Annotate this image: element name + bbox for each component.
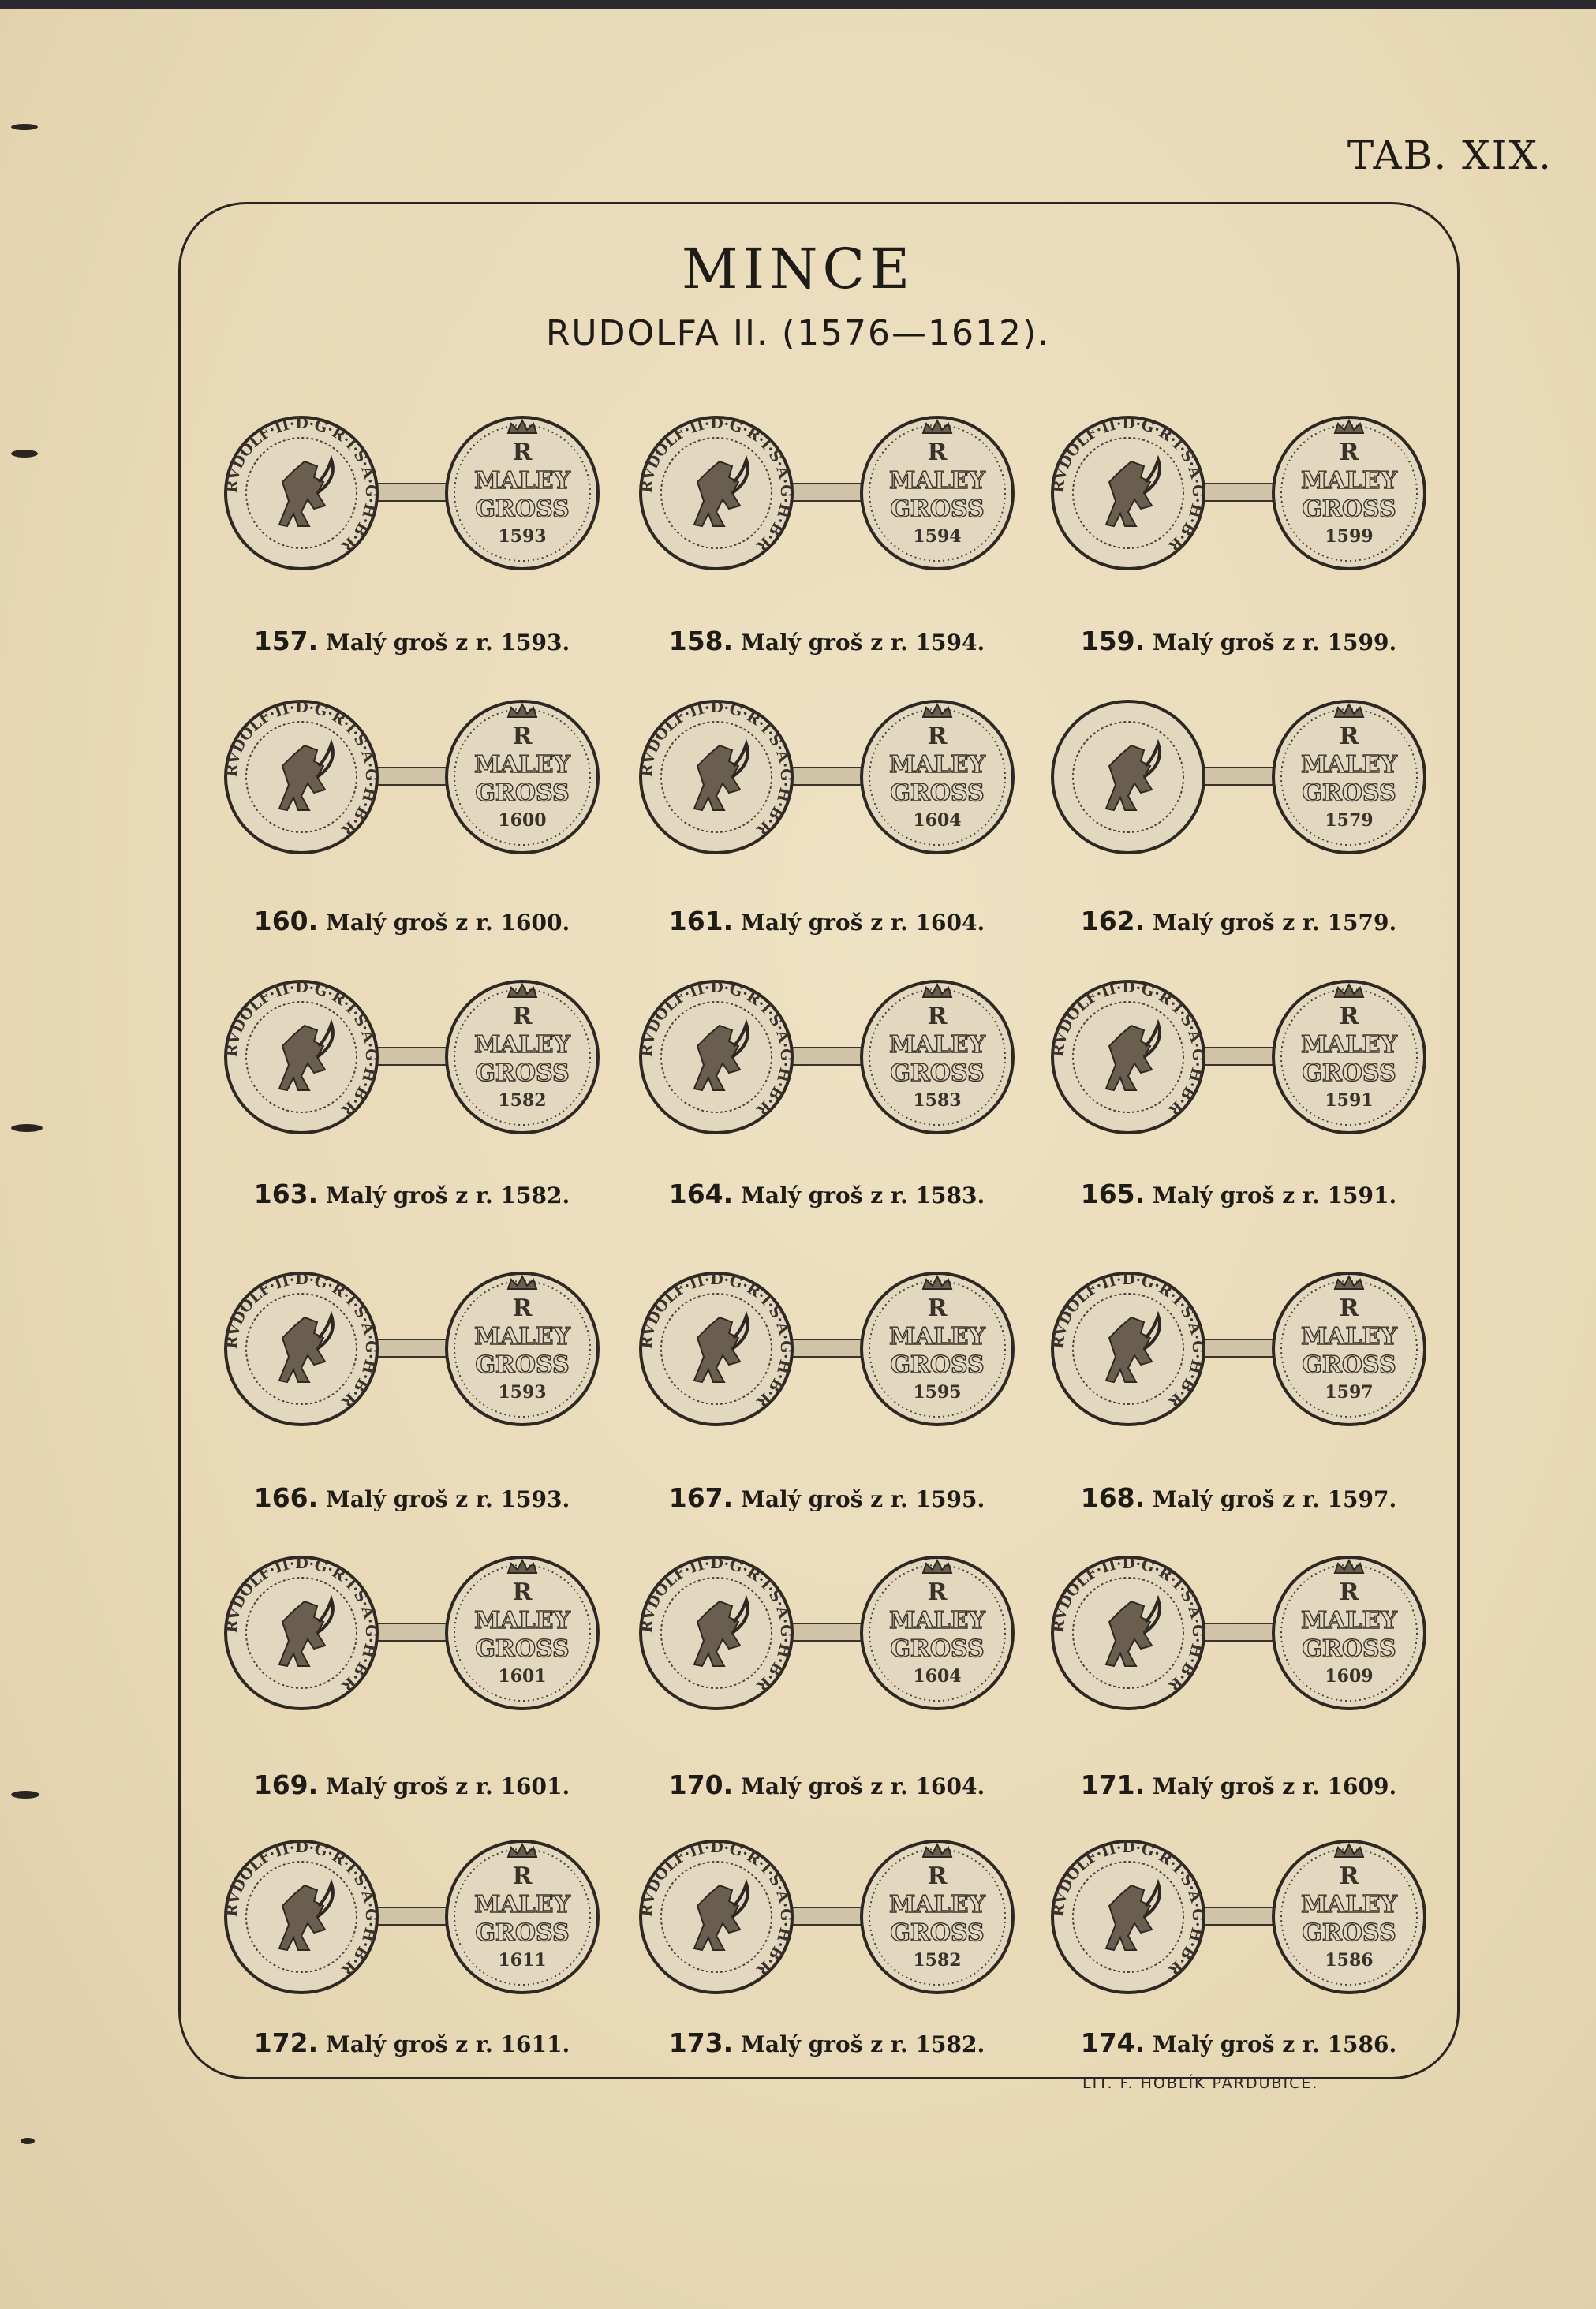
- coin-description: Malý groš z r. 1600.: [318, 910, 570, 936]
- coin-connector: [787, 1048, 866, 1065]
- reverse-legend: GROSS: [1302, 1059, 1396, 1087]
- binding-mark: [11, 124, 38, 130]
- reverse-legend: MALEY: [474, 1891, 570, 1919]
- coin-number: 168.: [1080, 1482, 1146, 1513]
- top-edge-strip: [0, 0, 1596, 9]
- obverse-legend: RVDOLF·II·D·G·R·I·S·A·G·H·B·R: [1049, 1270, 1207, 1410]
- reverse-legend: MALEY: [474, 1031, 570, 1059]
- coin-obverse: [638, 979, 794, 1133]
- obverse-legend: RVDOLF·II·D·G·R·I·S·A·G·H·B·R: [637, 1838, 795, 1978]
- reverse-legend: MALEY: [1301, 1031, 1397, 1059]
- coin-connector: [372, 1623, 451, 1641]
- coin-reverse: [862, 1841, 1013, 1993]
- reverse-legend: GROSS: [475, 1351, 570, 1379]
- coin-caption: [207, 2027, 617, 2058]
- coin-reverse: [862, 1557, 1013, 1709]
- reverse-legend: GROSS: [1302, 1919, 1396, 1947]
- coin-reverse: [1273, 1841, 1425, 1993]
- monogram-R: R: [512, 723, 533, 750]
- coin-connector: [372, 484, 451, 501]
- coin-caption: [622, 906, 1032, 936]
- coin-reverse: [1273, 981, 1425, 1133]
- coin-reverse: [447, 417, 598, 569]
- coin-reverse: [862, 417, 1013, 569]
- coin-pair: [222, 1546, 601, 1720]
- reverse-legend: MALEY: [474, 467, 570, 495]
- coin-number: 164.: [668, 1179, 734, 1209]
- coin-connector: [372, 768, 451, 785]
- coin-connector: [787, 1339, 866, 1357]
- monogram-R: R: [512, 439, 533, 466]
- reverse-year: 1594: [913, 526, 962, 547]
- coin-number: 159.: [1080, 626, 1146, 656]
- reverse-legend: MALEY: [474, 1607, 570, 1635]
- coin-connector: [1199, 1907, 1278, 1925]
- reverse-legend: GROSS: [1302, 779, 1396, 807]
- reverse-legend: GROSS: [890, 1635, 985, 1663]
- coin-obverse: [1050, 415, 1206, 569]
- reverse-legend: GROSS: [890, 1059, 985, 1087]
- reverse-legend: GROSS: [1302, 1635, 1396, 1663]
- reverse-legend: GROSS: [475, 1919, 570, 1947]
- monogram-R: R: [1339, 439, 1359, 466]
- monogram-R: R: [927, 1579, 948, 1606]
- coin-number: 161.: [668, 906, 734, 936]
- reverse-year: 1579: [1325, 810, 1374, 831]
- coin-reverse: [862, 1273, 1013, 1425]
- coin-description: Malý groš z r. 1609.: [1145, 1773, 1397, 1799]
- coin-caption: [622, 626, 1032, 656]
- reverse-legend: MALEY: [1301, 1323, 1397, 1351]
- coin-caption: [207, 1179, 617, 1209]
- reverse-legend: GROSS: [890, 1919, 985, 1947]
- obverse-legend: RVDOLF·II·D·G·R·I·S·A·G·H·B·R: [1049, 978, 1207, 1119]
- coin-number: 165.: [1080, 1179, 1146, 1209]
- coin-connector: [1199, 1339, 1278, 1357]
- coin-pair: [637, 406, 1016, 580]
- coin-description: Malý groš z r. 1586.: [1145, 2031, 1397, 2057]
- coin-description: Malý groš z r. 1601.: [318, 1773, 570, 1799]
- coin-description: Malý groš z r. 1595.: [733, 1486, 985, 1512]
- coin-number: 174.: [1080, 2027, 1146, 2058]
- coin-reverse: [447, 1273, 598, 1425]
- monogram-R: R: [512, 1579, 533, 1606]
- coin-obverse: [1050, 979, 1206, 1133]
- coin-description: Malý groš z r. 1593.: [318, 630, 570, 656]
- binding-mark: [21, 2138, 35, 2144]
- coin-connector: [1199, 484, 1278, 501]
- reverse-legend: GROSS: [475, 1635, 570, 1663]
- reverse-year: 1593: [498, 526, 547, 547]
- obverse-legend: RVDOLF·II·D·G·R·I·S·A·G·H·B·R: [1049, 414, 1207, 555]
- coin-obverse: [638, 1271, 794, 1425]
- coin-caption: [1033, 906, 1444, 936]
- binding-mark: [11, 450, 38, 458]
- coin-reverse: [1273, 1273, 1425, 1425]
- coin-pair: [1049, 1830, 1428, 2004]
- reverse-legend: MALEY: [889, 467, 985, 495]
- coin-number: 157.: [253, 626, 319, 656]
- coin-caption: [1033, 1179, 1444, 1209]
- obverse-legend: RVDOLF·II·D·G·R·I·S·A·G·H·B·R: [637, 698, 795, 839]
- coin-description: Malý groš z r. 1591.: [1145, 1183, 1397, 1209]
- binding-mark: [11, 1124, 43, 1132]
- coin-reverse: [1273, 701, 1425, 853]
- coin-connector: [787, 1623, 866, 1641]
- reverse-year: 1582: [913, 1950, 962, 1971]
- reverse-year: 1611: [498, 1950, 547, 1971]
- reverse-legend: GROSS: [475, 1059, 570, 1087]
- coin-caption: [207, 1769, 617, 1800]
- reverse-legend: MALEY: [1301, 751, 1397, 779]
- coin-reverse: [1273, 417, 1425, 569]
- reverse-year: 1582: [498, 1090, 547, 1111]
- reverse-year: 1599: [1325, 526, 1374, 547]
- coin-caption: [1033, 1482, 1444, 1513]
- monogram-R: R: [927, 1863, 948, 1890]
- coin-connector: [1199, 1623, 1278, 1641]
- coin-pair: [222, 970, 601, 1144]
- monogram-R: R: [927, 439, 948, 466]
- monogram-R: R: [1339, 1295, 1359, 1322]
- coin-obverse: [1052, 701, 1204, 853]
- reverse-year: 1591: [1325, 1090, 1374, 1111]
- coin-connector: [372, 1048, 451, 1065]
- obverse-legend: RVDOLF·II·D·G·R·I·S·A·G·H·B·R: [222, 1838, 380, 1978]
- coin-reverse: [862, 981, 1013, 1133]
- coin-pair: [1049, 690, 1428, 864]
- obverse-legend: RVDOLF·II·D·G·R·I·S·A·G·H·B·R: [222, 698, 380, 839]
- coin-pair: [1049, 1262, 1428, 1436]
- monogram-R: R: [512, 1863, 533, 1890]
- obverse-legend: RVDOLF·II·D·G·R·I·S·A·G·H·B·R: [637, 1554, 795, 1694]
- coin-caption: [622, 1179, 1032, 1209]
- monogram-R: R: [1339, 723, 1359, 750]
- coin-pair: [222, 1262, 601, 1436]
- reverse-year: 1595: [913, 1382, 962, 1403]
- coin-reverse: [862, 701, 1013, 853]
- obverse-legend: RVDOLF·II·D·G·R·I·S·A·G·H·B·R: [222, 978, 380, 1119]
- coin-number: 172.: [253, 2027, 319, 2058]
- coin-obverse: [638, 699, 794, 853]
- reverse-legend: MALEY: [889, 1607, 985, 1635]
- coin-reverse: [447, 1557, 598, 1709]
- coin-pair: [637, 1546, 1016, 1720]
- coin-description: Malý groš z r. 1583.: [733, 1183, 985, 1209]
- coin-number: 160.: [253, 906, 319, 936]
- coin-obverse: [223, 1555, 379, 1709]
- coin-number: 163.: [253, 1179, 319, 1209]
- coin-caption: [1033, 2027, 1444, 2058]
- monogram-R: R: [927, 1003, 948, 1030]
- coin-obverse: [223, 1839, 379, 1993]
- coin-reverse: [447, 981, 598, 1133]
- reverse-legend: MALEY: [474, 1323, 570, 1351]
- reverse-year: 1597: [1325, 1382, 1374, 1403]
- coin-connector: [1199, 768, 1278, 785]
- coin-caption: [1033, 626, 1444, 656]
- reverse-legend: GROSS: [890, 495, 985, 523]
- reverse-year: 1583: [913, 1090, 962, 1111]
- coin-obverse: [1050, 1555, 1206, 1709]
- coin-pair: [637, 1830, 1016, 2004]
- coin-obverse: [638, 1555, 794, 1709]
- coin-caption: [622, 1482, 1032, 1513]
- plate-number: TAB. XIX.: [1347, 133, 1553, 178]
- coin-pair: [1049, 970, 1428, 1144]
- coin-connector: [787, 1907, 866, 1925]
- reverse-year: 1586: [1325, 1950, 1374, 1971]
- obverse-legend: RVDOLF·II·D·G·R·I·S·A·G·H·B·R: [222, 414, 380, 555]
- reverse-legend: GROSS: [475, 495, 570, 523]
- coin-pair: [637, 970, 1016, 1144]
- coin-pair: [1049, 406, 1428, 580]
- monogram-R: R: [1339, 1863, 1359, 1890]
- monogram-R: R: [927, 723, 948, 750]
- coin-obverse: [223, 415, 379, 569]
- coin-number: 166.: [253, 1482, 319, 1513]
- binding-mark: [11, 1791, 39, 1799]
- coin-caption: [207, 906, 617, 936]
- reverse-legend: MALEY: [474, 751, 570, 779]
- coin-connector: [372, 1907, 451, 1925]
- coin-description: Malý groš z r. 1604.: [733, 1773, 985, 1799]
- obverse-legend: RVDOLF·II·D·G·R·I·S·A·G·H·B·R: [637, 414, 795, 555]
- coin-obverse: [1050, 1271, 1206, 1425]
- obverse-legend: RVDOLF·II·D·G·R·I·S·A·G·H·B·R: [1049, 1554, 1207, 1694]
- coin-obverse: [1050, 1839, 1206, 1993]
- obverse-legend: RVDOLF·II·D·G·R·I·S·A·G·H·B·R: [222, 1270, 380, 1410]
- coin-connector: [787, 768, 866, 785]
- obverse-legend: RVDOLF·II·D·G·R·I·S·A·G·H·B·R: [637, 978, 795, 1119]
- coin-description: Malý groš z r. 1604.: [733, 910, 985, 936]
- coin-number: 170.: [668, 1769, 734, 1800]
- coin-caption: [207, 626, 617, 656]
- page-title: MINCE: [681, 237, 915, 301]
- coin-connector: [1199, 1048, 1278, 1065]
- reverse-year: 1593: [498, 1382, 547, 1403]
- coin-description: Malý groš z r. 1594.: [733, 630, 985, 656]
- reverse-legend: GROSS: [1302, 1351, 1396, 1379]
- coin-number: 158.: [668, 626, 734, 656]
- printer-credit: LIT. F. HOBLÍK PARDUBICE.: [1082, 2075, 1319, 2092]
- coin-pair: [222, 690, 601, 864]
- coin-description: Malý groš z r. 1599.: [1145, 630, 1397, 656]
- coin-pair: [222, 1830, 601, 2004]
- coin-description: Malý groš z r. 1597.: [1145, 1486, 1397, 1512]
- coin-pair: [637, 690, 1016, 864]
- coin-number: 162.: [1080, 906, 1146, 936]
- page-subtitle: RUDOLFA II. (1576—1612).: [545, 313, 1051, 353]
- coin-number: 169.: [253, 1769, 319, 1800]
- reverse-legend: GROSS: [1302, 495, 1396, 523]
- coin-caption: [622, 2027, 1032, 2058]
- reverse-year: 1600: [498, 810, 547, 831]
- monogram-R: R: [1339, 1003, 1359, 1030]
- obverse-legend: RVDOLF·II·D·G·R·I·S·A·G·H·B·R: [1049, 1838, 1207, 1978]
- coin-obverse: [223, 1271, 379, 1425]
- coin-number: 171.: [1080, 1769, 1146, 1800]
- reverse-year: 1604: [913, 1666, 962, 1687]
- coin-obverse: [638, 415, 794, 569]
- monogram-R: R: [1339, 1579, 1359, 1606]
- reverse-legend: MALEY: [1301, 467, 1397, 495]
- coin-obverse: [223, 979, 379, 1133]
- reverse-year: 1609: [1325, 1666, 1374, 1687]
- monogram-R: R: [512, 1295, 533, 1322]
- coin-description: Malý groš z r. 1593.: [318, 1486, 570, 1512]
- coin-description: Malý groš z r. 1582.: [733, 2031, 985, 2057]
- obverse-legend: RVDOLF·II·D·G·R·I·S·A·G·H·B·R: [222, 1554, 380, 1694]
- coin-pair: [637, 1262, 1016, 1436]
- reverse-legend: GROSS: [475, 779, 570, 807]
- coin-description: Malý groš z r. 1579.: [1145, 910, 1397, 936]
- reverse-legend: MALEY: [889, 1891, 985, 1919]
- coin-caption: [207, 1482, 617, 1513]
- reverse-legend: MALEY: [889, 1323, 985, 1351]
- coin-number: 167.: [668, 1482, 734, 1513]
- coin-obverse: [638, 1839, 794, 1993]
- coin-obverse: [223, 699, 379, 853]
- coin-reverse: [447, 1841, 598, 1993]
- coin-connector: [372, 1339, 451, 1357]
- coin-description: Malý groš z r. 1611.: [318, 2031, 570, 2057]
- reverse-year: 1604: [913, 810, 962, 831]
- reverse-legend: MALEY: [889, 1031, 985, 1059]
- coin-reverse: [1273, 1557, 1425, 1709]
- reverse-legend: MALEY: [889, 751, 985, 779]
- monogram-R: R: [927, 1295, 948, 1322]
- reverse-legend: MALEY: [1301, 1891, 1397, 1919]
- monogram-R: R: [512, 1003, 533, 1030]
- coin-caption: [622, 1769, 1032, 1800]
- obverse-legend: RVDOLF·II·D·G·R·I·S·A·G·H·B·R: [637, 1270, 795, 1410]
- coin-reverse: [447, 701, 598, 853]
- coin-pair: [1049, 1546, 1428, 1720]
- reverse-legend: GROSS: [890, 1351, 985, 1379]
- reverse-legend: GROSS: [890, 779, 985, 807]
- coin-number: 173.: [668, 2027, 734, 2058]
- reverse-year: 1601: [498, 1666, 547, 1687]
- reverse-legend: MALEY: [1301, 1607, 1397, 1635]
- coin-pair: [222, 406, 601, 580]
- coin-caption: [1033, 1769, 1444, 1800]
- coin-description: Malý groš z r. 1582.: [318, 1183, 570, 1209]
- coin-connector: [787, 484, 866, 501]
